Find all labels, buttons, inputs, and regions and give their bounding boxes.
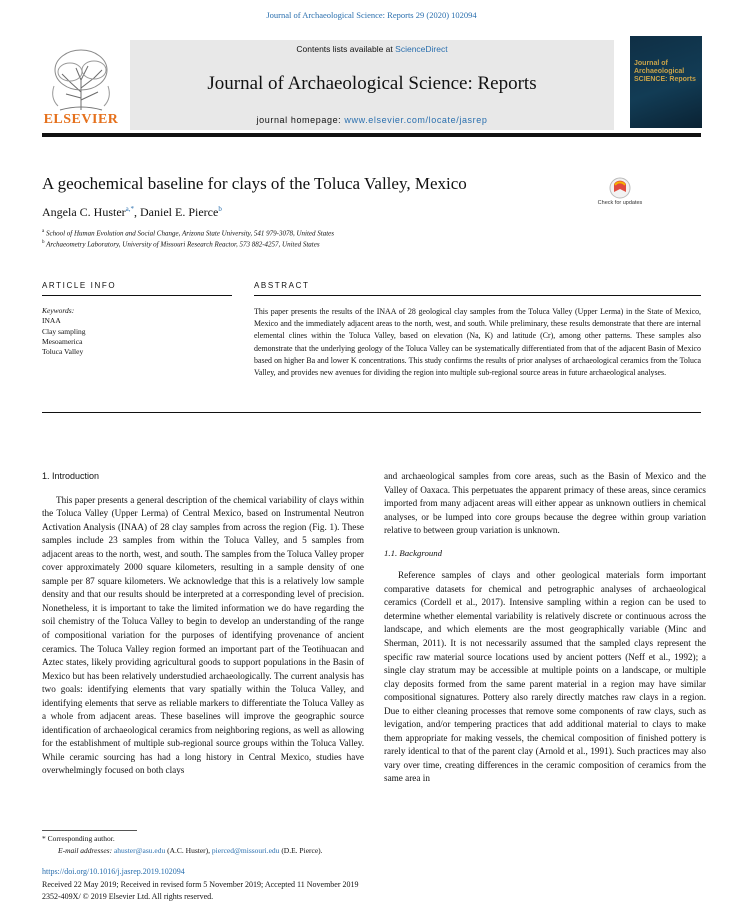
check-for-updates-label[interactable]: Check for updates	[597, 200, 643, 206]
article-info-rule	[42, 295, 232, 296]
journal-cover-title: Journal of Archaeological SCIENCE: Reports	[634, 60, 696, 83]
issn-copyright: 2352-409X/ © 2019 Elsevier Ltd. All rights reserved.	[42, 892, 214, 901]
journal-homepage-line: journal homepage: www.elsevier.com/locate/jasrep	[256, 115, 488, 125]
author-affiliation-marker[interactable]: b	[218, 205, 222, 213]
abstract-bottom-rule	[42, 412, 701, 413]
introduction-continued-paragraph: and archaeological samples from core areas, such as the Basin of Mexico and the Valley of Oaxaca. This perpetuates the apparent primacy of these areas, since ceramics imported from many adjacent areas will either appear as unknown outliers in chemical analyses, or be lumped into core groups because the degree within group variation relative to between group variation is unknown.	[384, 471, 706, 536]
author-list: Angela C. Huster$^{a,*}$, Daniel E. Pierce$^b$	[42, 205, 222, 219]
keywords-label: Keywords:	[42, 306, 75, 315]
introduction-heading: 1. Introduction	[42, 471, 100, 481]
footnote-divider	[42, 830, 137, 831]
article-info-heading: ARTICLE INFO	[42, 281, 117, 290]
abstract-rule	[254, 295, 701, 296]
keyword-item: Mesoamerica	[42, 336, 83, 346]
contents-available-line: Contents lists available at ScienceDirect	[296, 44, 448, 54]
email-link[interactable]: ahuster@asu.edu	[113, 846, 166, 855]
affiliation-a: $^a$ School of Human Evolution and Social Change, Arizona State University, 541 979-3078, United States	[42, 229, 334, 238]
keywords-block	[42, 306, 222, 357]
journal-title: Journal of Archaeological Science: Reports	[207, 73, 537, 94]
author-affiliation-marker[interactable]: a,*	[125, 205, 135, 213]
keyword-item: Clay sampling	[42, 326, 86, 336]
keyword-item: Toluca Valley	[42, 347, 84, 357]
corresponding-author-note: * Corresponding author.	[42, 834, 115, 843]
received-dates: Received 22 May 2019; Received in revised form 5 November 2019; Accepted 11 November 2019	[42, 880, 359, 889]
background-heading: 1.1. Background	[384, 547, 443, 558]
article-title: A geochemical baseline for clays of the Toluca Valley, Mexico	[42, 174, 467, 193]
background-paragraph: Reference samples of clays and other geological materials form important comparative datasets for chemical and petrographic analyses of archaeological ceramics (Cordell et al., 2017). Intensive sampling within a region can be used to determine whether elemental variability is relatively discrete or continuous across the landscape, and which elements are the most geographically variable (Minc and Sherman, 2011). It is not necessarily assumed that the sampled clays represent the specific raw material source locations used by ancient potters (Neff et al., 1992); a single clay stratum may be accessible at multiple points on a landscape, or multiple clay deposits formed from the same parent material in a region may have similar compositional signatures. Pottery also rarely directly matches raw clays in a region. Due to either cleaning processes that remove some components of raw clays, such as levigation, and/or tempering practices that add additional material to clays to make them appropriate for making vessels, the chemical composition of finished pottery is rarely identical to that of the parent clay (Arnold et al., 1991). Such practices may also vary over time, creating differences in the ceramic composition of ceramics from the same area in	[384, 570, 706, 784]
body-left-column	[42, 470, 364, 778]
abstract-heading: ABSTRACT	[254, 281, 310, 290]
author-name: Daniel E. Pierce	[140, 205, 219, 219]
affiliation-b: $^b$ Archaeometry Laboratory, University of Missouri Research Reactor, 573 882-4257, United States	[42, 240, 320, 249]
introduction-paragraph: This paper presents a general description of the chemical variability of clays within the Toluca Valley (Upper Lerma) of Central Mexico, based on Instrumental Neutron Activation Analysis (INAA) of 28 clay samples from across the region (Fig. 1). These samples include 23 samples from within the Toluca Valley, and 5 samples from adjacent areas to the north, west, and south. The samples from the Toluca Valley proper cover approximately 2000 square kilometers, resulting in a sample density of one sample per 87 square kilometers. We acknowledge that this is a relatively low sample density and that our results should be interpreted at a corresponding level of precision. Nonetheless, it is important to take the limited information we do have regarding the soil chemistry of the Toluca Valley to begin to develop an understanding of the range of compositional variation for the purposes of identifying provenance of ancient ceramics. The Toluca Valley region formed an important part of the Teotihuacan and Aztec states, likely providing agricultural goods to support populations in the Basin of Mexico but has been relatively understudied archaeologically. The current analysis has two goals: identifying elements that vary spatially within the Toluca Valley, and identifying elements that serve as reliable markers to differentiate the Toluca Valley as a whole from adjacent areas. These baselines will improve the geographic source identification of archaeological ceramics from neighboring regions, as well as allowing for the establishment of multiple sub-regional source groups within the Toluca Valley. While ceramic sourcing has had a long history in Central Mexico, studies have overwhelmingly focused on both clays	[42, 494, 364, 776]
email-addresses-note: E-mail addresses: ahuster@asu.edu (A.C. Huster), pierced@missouri.edu (D.E. Pierce).	[58, 846, 323, 855]
email-link[interactable]: pierced@missouri.edu	[211, 846, 280, 855]
doi-link[interactable]: https://doi.org/10.1016/j.jasrep.2019.102094	[42, 867, 185, 876]
journal-homepage-link[interactable]: www.elsevier.com/locate/jasrep	[344, 115, 488, 125]
elsevier-wordmark: ELSEVIER	[43, 112, 119, 127]
keyword-item: INAA	[42, 316, 61, 326]
sciencedirect-link[interactable]: ScienceDirect	[395, 44, 448, 54]
journal-citation[interactable]: Journal of Archaeological Science: Reports 29 (2020) 102094	[266, 10, 477, 20]
abstract-text: This paper presents the results of the INAA of 28 geological clay samples from the Toluca Valley (Upper Lerma) in the State of Mexico, Mexico and the immediately adjacent areas to the north, west, and south. While preliminary, these results demonstrate that there are internal elemental clines within the Toluca Valley, based on elevation (Na, K) and latitude (Cr), among other patterns. These samples also demonstrate that the underlying geology of the Toluca Valley can be systematically differentiated from that of the adjacent Basin of Mexico based on higher Ba and lower K concentrations. This study confirms the results of prior analyses of archaeological ceramics from the Toluca Valley, and provides new avenues for dividing the region into multiple sub-regional source areas in future archaeological analyses.	[254, 307, 701, 378]
header-divider	[42, 133, 701, 137]
author-name: Angela C. Huster	[42, 205, 126, 219]
body-right-column	[384, 470, 706, 786]
